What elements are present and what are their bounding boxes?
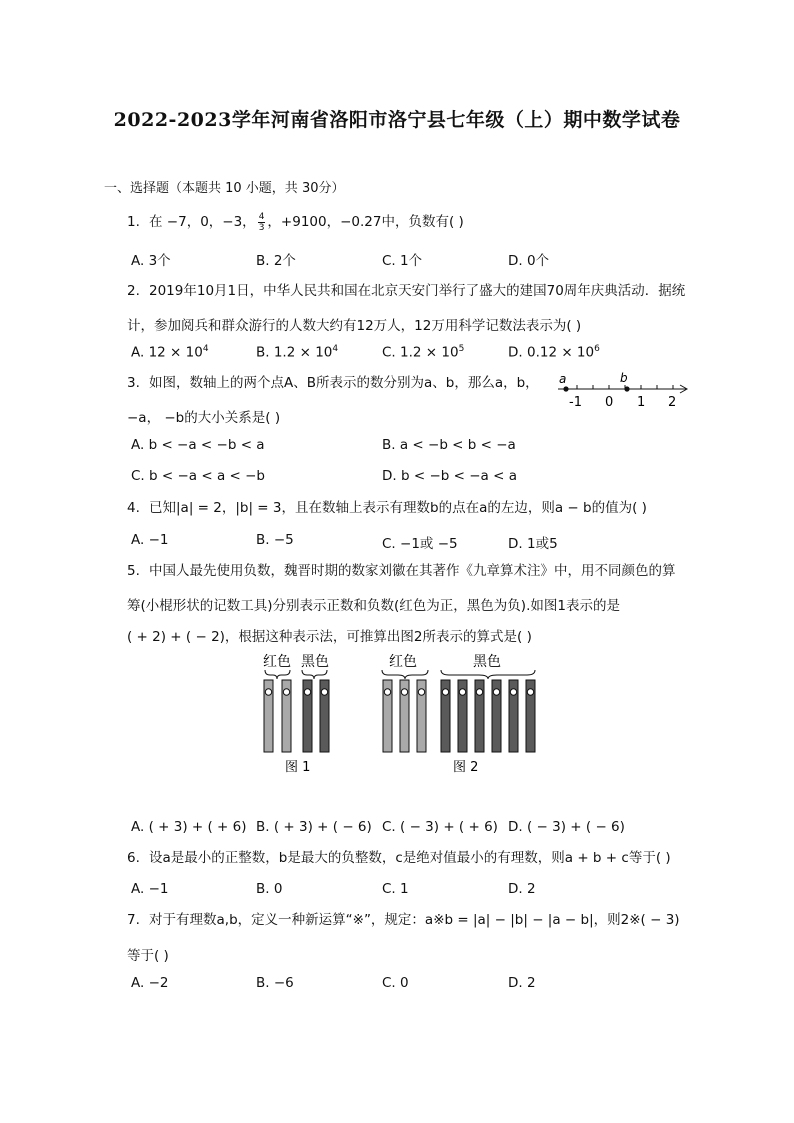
question-2: 2. 2019年10月1日，中华人民共和国在北京天安门举行了盛大的建国70周年庆典活动．据统 (127, 283, 686, 299)
tick-label: 2 (668, 395, 677, 410)
question-1-text-a: 在 −7，0，−3， (149, 214, 256, 230)
q4-option-d[interactable]: D. 1或5 (508, 536, 558, 552)
q1-option-c[interactable]: C. 1个 (382, 253, 423, 269)
q1-option-d[interactable]: D. 0个 (508, 253, 550, 269)
q2-option-a[interactable]: A. $12 \times 10^4$ (131, 344, 209, 361)
q3-option-b[interactable]: B. a < −b < b < −a (382, 437, 516, 453)
q1-option-b[interactable]: B. 2个 (256, 253, 296, 269)
question-5-line-1: 中国人最先使用负数，魏晋时期的数家刘徽在其著作《九章算术注》中，用不同颜色的算 (149, 563, 676, 579)
fig1-caption: 图 1 (285, 760, 311, 775)
fig2-rods (383, 680, 535, 752)
question-6-text: 设a是最小的正整数，b是最大的负整数，c是绝对值最小的有理数，则a + b + c等于( ) (149, 850, 671, 866)
question-6: 6. 设a是最小的正整数，b是最大的负整数，c是绝对值最小的有理数，则a + b + c等于( ) (127, 850, 671, 866)
q2-option-b[interactable]: B. $1.2 \times 10^4$ (256, 344, 339, 361)
q2-option-c[interactable]: C. $1.2 \times 10^5$ (382, 344, 465, 361)
question-5-line-3: ( + 2) + ( − 2)，根据这种表示法，可推算出图2所表示的算式是( ) (127, 629, 532, 645)
question-5-line-2: 筹(小棍形状的记数工具)分别表示正数和负数(红色为正，黑色为负).如图1表示的是 (127, 598, 620, 614)
question-7-line-2: 等于( ) (127, 948, 169, 964)
number-line-figure (556, 370, 692, 412)
question-2-line-2: 计，参加阅兵和群众游行的人数大约有12万人，12万用科学记数法表示为( ) (127, 318, 582, 334)
q6-option-c[interactable]: C. 1 (382, 881, 409, 897)
q4-option-b[interactable]: B. −5 (256, 532, 294, 548)
q7-option-a[interactable]: A. −2 (131, 975, 169, 991)
fig1-rods (264, 680, 329, 752)
q5-option-b[interactable]: B. ( + 3) + ( − 6) (256, 819, 372, 835)
fig1-red-label: 红色 (263, 654, 291, 670)
q3-option-a[interactable]: A. b < −a < −b < a (131, 437, 265, 453)
q7-option-b[interactable]: B. −6 (256, 975, 294, 991)
q7-option-d[interactable]: D. 2 (508, 975, 536, 991)
fraction: $\frac{4}{3}$ (258, 211, 265, 233)
point-b-label: b (620, 371, 628, 385)
q4-option-a[interactable]: A. −1 (131, 532, 169, 548)
fig1-black-label: 黑色 (301, 654, 329, 670)
q3-option-d[interactable]: D. b < −b < −a < a (382, 468, 517, 484)
q5-option-c[interactable]: C. ( − 3) + ( + 6) (382, 819, 498, 835)
tick-label: 1 (637, 395, 646, 410)
fig2-black-label: 黑色 (473, 654, 501, 670)
question-2-line-1: 2019年10月1日，中华人民共和国在北京天安门举行了盛大的建国70周年庆典活动．据统 (149, 283, 686, 299)
question-3: 3. 如图，数轴上的两个点A、B所表示的数分别为a、b，那么a，b， (127, 375, 539, 391)
tick-label: -1 (569, 395, 582, 410)
point-a (563, 386, 568, 391)
point-b (624, 386, 629, 391)
question-3-line-2: −a， −b的大小关系是( ) (127, 410, 281, 426)
question-7: 7. 对于有理数a,b，定义一种新运算“※”，规定：a※b = |a| − |b| − |a − b|，则2※( − 3) (127, 912, 680, 928)
q6-option-a[interactable]: A. −1 (131, 881, 169, 897)
q5-option-a[interactable]: A. ( + 3) + ( + 6) (131, 819, 247, 835)
point-a-label: a (559, 372, 567, 386)
fig2-red-label: 红色 (389, 654, 417, 670)
fig2-caption: 图 2 (453, 760, 479, 775)
q5-option-d[interactable]: D. ( − 3) + ( − 6) (508, 819, 625, 835)
section-heading: 一、选择题（本题共 10 小题，共 30分） (104, 181, 345, 196)
q6-option-b[interactable]: B. 0 (256, 881, 283, 897)
q6-option-d[interactable]: D. 2 (508, 881, 536, 897)
q2-option-d[interactable]: D. $0.12 \times 10^6$ (508, 344, 600, 361)
exam-title: 2022-2023学年河南省洛阳市洛宁县七年级（上）期中数学试卷 (113, 109, 681, 131)
question-1-text-b: ，+9100，−0.27中，负数有( ) (267, 214, 464, 230)
question-3-line-1: 如图，数轴上的两个点A、B所表示的数分别为a、b，那么a，b， (149, 375, 539, 391)
q1-option-a[interactable]: A. 3个 (131, 253, 171, 269)
question-7-line-1: 对于有理数a,b，定义一种新运算“※”，规定：a※b = |a| − |b| − |a − b|，则2※( − 3) (149, 912, 680, 928)
question-4-text: 已知|a| = 2，|b| = 3，且在数轴上表示有理数b的点在a的左边，则a − b的值为( ) (149, 500, 647, 516)
q7-option-c[interactable]: C. 0 (382, 975, 409, 991)
question-5: 5. 中国人最先使用负数，魏晋时期的数家刘徽在其著作《九章算术注》中，用不同颜色的算 (127, 563, 676, 579)
tick-label: 0 (605, 395, 614, 410)
q3-option-c[interactable]: C. b < −a < a < −b (131, 468, 265, 484)
question-4: 4. 已知|a| = 2，|b| = 3，且在数轴上表示有理数b的点在a的左边，则a − b的值为( ) (127, 500, 647, 516)
question-1: 1. 在 −7，0，−3， $\frac{4}{3}$ ，+9100，−0.27中，负数有( ) (127, 211, 464, 233)
q4-option-c[interactable]: C. −1或 −5 (382, 536, 458, 552)
counting-rods-figure (255, 650, 545, 780)
